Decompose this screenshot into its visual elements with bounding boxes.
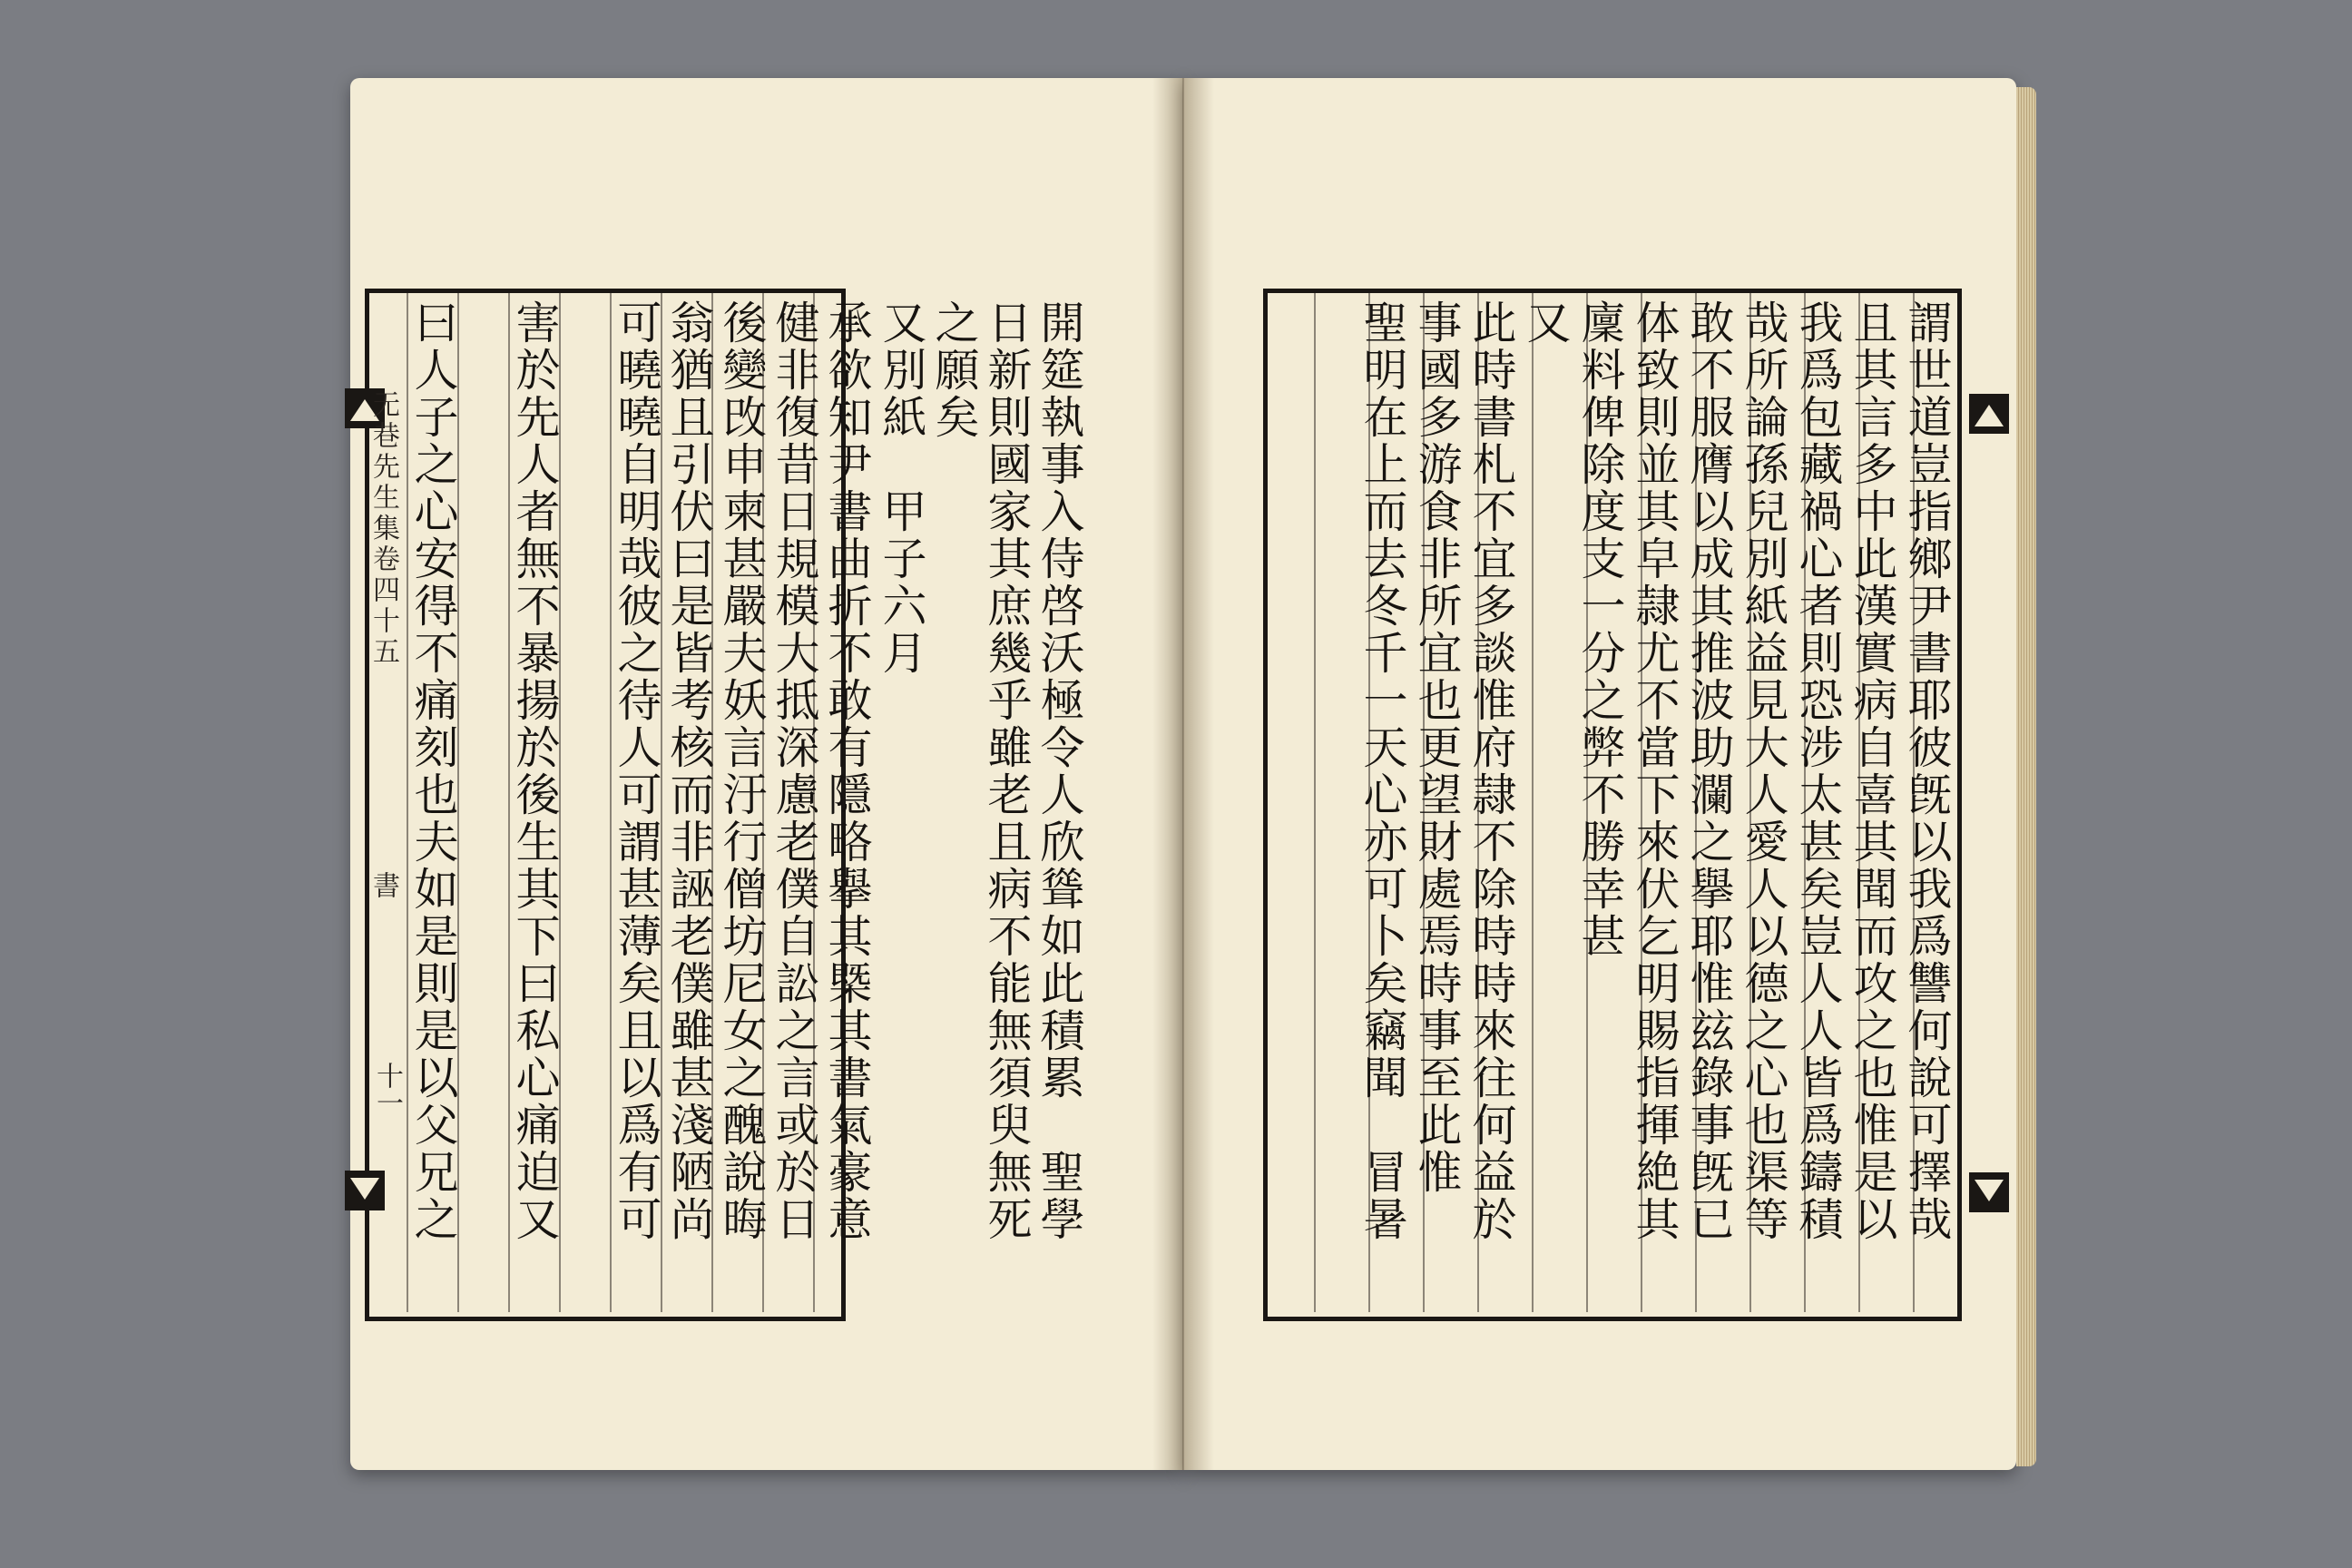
book-gutter [1152,78,1214,1470]
text-column: 聖明在上而去冬千一天心亦可卜矣竊聞 冒暑 [1357,299,1408,1243]
text-column: 之願矣 [928,299,980,441]
text-column: 此時書札不宜多談惟府隷不除時時來往何益於 [1465,299,1517,1243]
text-column: 廩料俾除度支一分之弊不勝幸甚 [1574,299,1626,960]
center-column-title: 无巷先生集卷四十五 [368,390,399,668]
text-column: 曰人子之心安得不痛刻也夫如是則是以父兄之 [407,299,459,1243]
text-column: 又 [1520,299,1572,347]
text-column: 我爲包藏禍心者則恐涉太甚矣豈人人皆爲鑄積 [1792,299,1844,1243]
text-column: 且其言多中此漢實病自喜其聞而攻之也惟是以 [1847,299,1898,1243]
fishtail-ornament-icon [1969,394,2009,434]
section-label: 書 [368,871,399,902]
text-column: 哉所論孫兒別紙益見大人愛人以德之心也渠等 [1738,299,1789,1243]
fishtail-ornament-icon [1969,1172,2009,1212]
text-column: 体致則並其皁隷尤不當下來伏乞明賜指揮絶其 [1629,299,1681,1243]
text-column: 開筵執事入侍啓沃極令人欣聳如此積累 聖學 [1034,299,1085,1243]
text-column: 後變攺申柬甚嚴夫妖言汙行僧坊尼女之醜說晦 [716,299,768,1243]
text-column: 日新則國家其庶幾乎雖老且病不能無須臾無死 [981,299,1033,1243]
text-column: 翁猶且引伏曰是皆考核而非誣老僕雖甚淺陋尚 [663,299,715,1243]
text-column: 又別紙 甲子六月 [876,299,927,677]
text-column: 可曉曉自明哉彼之待人可謂甚薄矣且以爲有可 [611,299,662,1243]
fishtail-ornament-icon [345,1171,385,1210]
text-column: 承欲知尹書曲折不敢有隱略擧其槩其書氣豪意 [821,299,873,1243]
page-edges [2016,87,2036,1466]
text-column: 健非復昔日規模大抵深慮老僕自訟之言或於日 [769,299,820,1243]
text-column: 害於先人者無不暴揚於後生其下曰私心痛迫又 [509,299,561,1243]
text-column: 事國多游食非所宜也更望財處焉時事至此惟 [1411,299,1463,1196]
text-column: 謂世道豈指鄉尹書耶彼旣以我爲讐何說可擇哉 [1901,299,1953,1243]
folio-number: 十一 [371,1062,403,1116]
text-column: 敢不服膺以成其推波助瀾之擧耶惟玆錄事旣已 [1683,299,1735,1243]
